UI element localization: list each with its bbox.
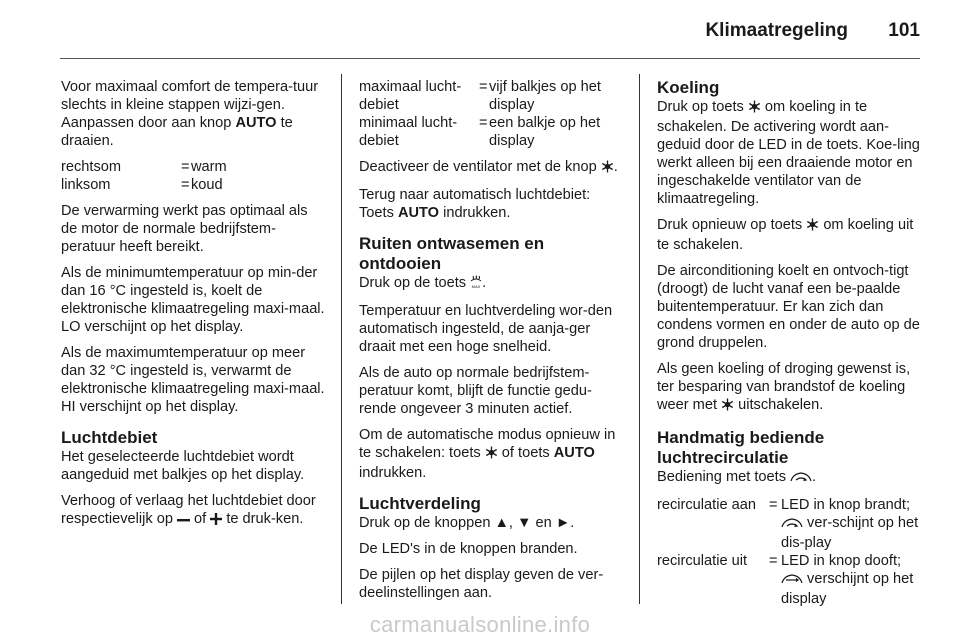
section-heading: Handmatig bediende luchtrecirculatie <box>657 428 825 467</box>
section-heading: Ruiten ontwasemen en ontdooien <box>359 234 545 273</box>
air-recirculation-icon <box>790 470 812 488</box>
paragraph: Bediening met toets . <box>657 468 923 488</box>
paragraph: Als geen koeling of droging gewenst is, ter besparing van brandstof de koeling weer met uitschakelen. <box>657 360 923 416</box>
plus-icon <box>210 512 222 530</box>
svg-text:MAX: MAX <box>471 284 481 289</box>
section-heading: Luchtverdeling <box>359 494 481 513</box>
table-row: maximaal lucht-debiet = vijf balkjes op het display <box>359 79 601 113</box>
table-row: recirculatie uit = LED in knop dooft; verschijnt op het display <box>657 553 914 607</box>
paragraph: Druk op toets om koeling in te schakelen. De activering wordt aan-geduid door de LED in de toets. Koe-ling werkt alleen bij een draaiende motor en ingeschakelde ventilator van de klimaatregeling. <box>657 99 920 207</box>
paragraph: Om de automatische modus opnieuw in te schakelen: toets of toets AUTO indrukken. <box>359 427 616 481</box>
page-number: 101 <box>888 20 920 41</box>
section-heading: Koeling <box>657 78 720 97</box>
table-row: rechtsom = warm <box>61 159 227 175</box>
paragraph: Druk op de knoppen ▲, ▼ en ►. <box>359 515 575 531</box>
column-1 <box>61 78 327 538</box>
paragraph: Als de maximumtemperatuur op meer dan 32 °C ingesteld is, verwarmt de elektronische klimaatregeling maxi-maal. HI verschijnt op het display. <box>61 345 325 415</box>
air-recirculation-off-icon <box>781 572 803 590</box>
paragraph: Druk opnieuw op toets om koeling uit te schakelen. <box>657 217 914 253</box>
paragraph: Het geselecteerde luchtdebiet wordt aangeduid met balkjes op het display. <box>61 449 305 483</box>
table-row: recirculatie aan = LED in knop brandt; ver-schijnt op het dis-play <box>657 497 919 551</box>
watermark: carmanualsonline.info <box>369 612 591 637</box>
paragraph: Deactiveer de ventilator met de knop . <box>359 158 625 178</box>
paragraph: De pijlen op het display geven de ver-deelinstellingen aan. <box>359 567 604 601</box>
paragraph: Als de minimumtemperatuur op min-der dan 16 °C ingesteld is, koelt de elektronische klimaatregeling maxi-maal. LO verschijnt op het display. <box>61 265 325 335</box>
page-title: Klimaatregeling <box>705 20 848 41</box>
paragraph: De verwarming werkt pas optimaal als de motor de normale bedrijfstem-peratuur heeft bereikt. <box>61 203 308 255</box>
snowflake-icon <box>485 446 498 464</box>
page-header <box>60 0 920 59</box>
snowflake-icon <box>601 160 614 178</box>
section-heading: Luchtdebiet <box>61 428 158 447</box>
paragraph: Terug naar automatisch luchtdebiet: Toets AUTO indrukken. <box>359 187 591 221</box>
paragraph: De airconditioning koelt en ontvoch-tigt (droogt) de lucht vanaf een be-paalde buitentemperatuur. Er kan zich dan condens vormen en onder de auto op de grond druppelen. <box>657 263 920 351</box>
snowflake-icon <box>806 218 819 236</box>
setting-table <box>657 496 923 608</box>
setting-table <box>359 78 625 150</box>
paragraph: Druk op de toets MAX . <box>359 274 625 294</box>
paragraph: Verhoog of verlaag het luchtdebiet door respectievelijk op of te druk-ken. <box>61 492 327 530</box>
column-2 <box>359 78 625 610</box>
paragraph: Als de auto op normale bedrijfstem-peratuur komt, blijft de functie gedu-rende ongeveer 3 minuten actief. <box>359 365 592 417</box>
table-row: minimaal lucht-debiet = een balkje op het display <box>359 115 601 149</box>
minus-icon <box>177 512 190 530</box>
snowflake-icon <box>721 398 734 416</box>
setting-table <box>61 158 327 194</box>
column-divider <box>639 74 640 604</box>
table-row: linksom = koud <box>61 177 223 193</box>
column-3 <box>657 78 923 616</box>
windshield-defrost-max-icon <box>470 275 482 294</box>
paragraph: De LED's in de knoppen branden. <box>359 541 578 557</box>
column-divider <box>341 74 342 604</box>
paragraph: Temperatuur en luchtverdeling wor-den automatisch ingesteld, de aanja-ger draait met een hoge snelheid. <box>359 303 613 355</box>
paragraph: Voor maximaal comfort de tempera-tuur slechts in kleine stappen wijzi-gen. Aanpassen door aan knop AUTO te draaien. <box>61 79 319 149</box>
air-recirculation-icon <box>781 516 803 534</box>
snowflake-icon <box>748 100 761 118</box>
